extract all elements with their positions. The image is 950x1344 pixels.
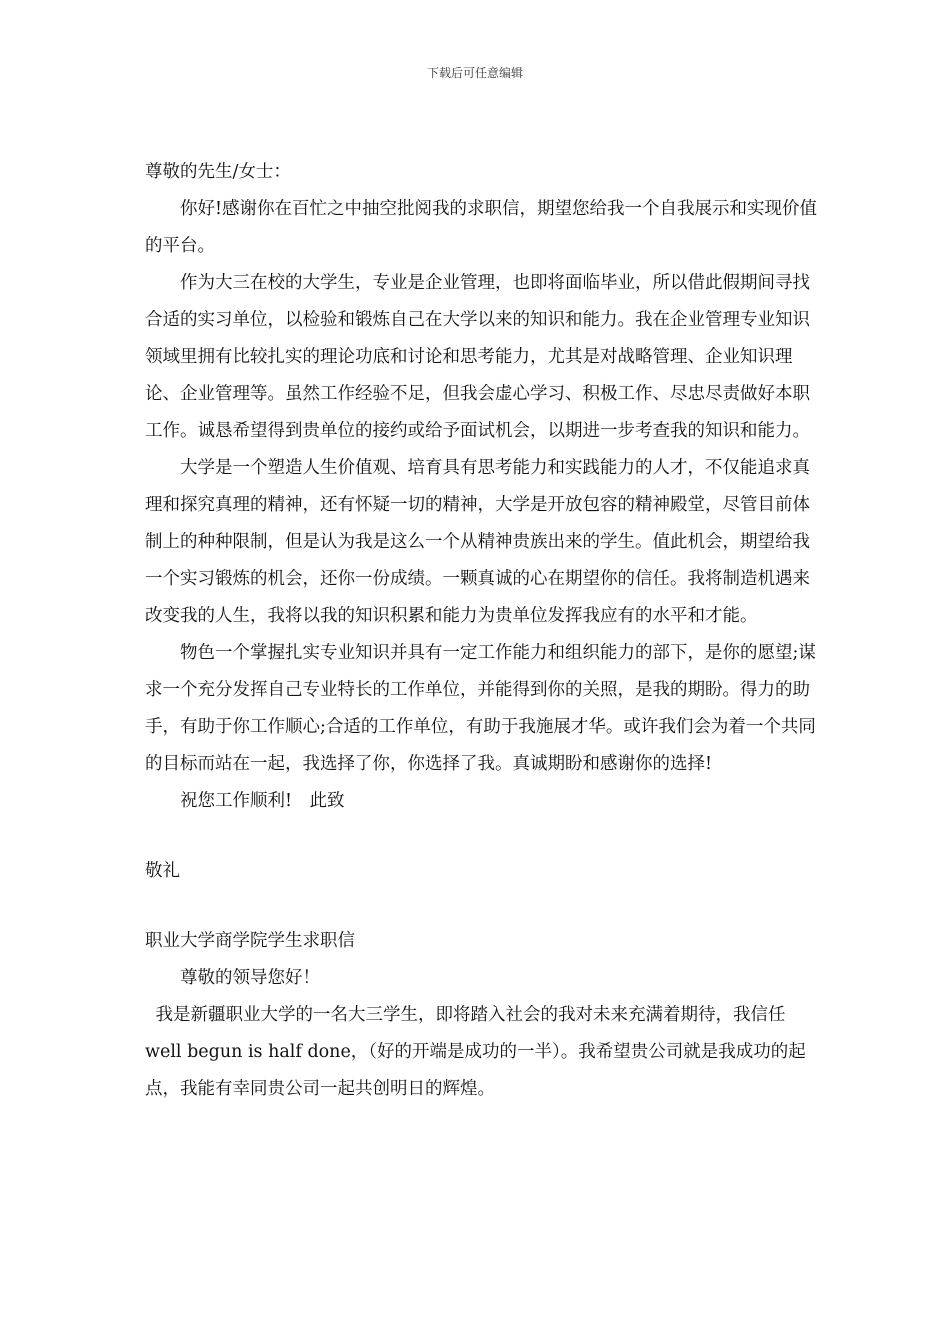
- page-header: 下载后可任意编辑: [426, 66, 523, 80]
- letter1-paragraph-3: 大学是一个塑造人生价值观、培育具有思考能力和实践能力的人才，不仅能追求真理和探究真理的精神，还有怀疑一切的精神，大学是开放包容的精神殿堂，尽管目前体制上的种种限制，但是认为我是这么一个从精神贵族出来的学生。值此机会，期望给我一个实习锻炼的机会，还你一份成绩。一颗真诚的心在期望你的信任。我将制造机遇来改变我的人生，我将以我的知识积累和能力为贵单位发挥我应有的水平和才能。: [145, 458, 810, 626]
- letter1-paragraph-1: 你好!感谢你在百忙之中抽空批阅我的求职信，期望您给我一个自我展示和实现价值的平台。: [145, 199, 818, 256]
- spacer: [145, 890, 825, 923]
- letter1-paragraph-4: 物色一个掌握扎实专业知识并具有一定工作能力和组织能力的部下，是你的愿望;谋求一个充分发挥自己专业特长的工作单位，并能得到你的关照，是我的期盼。得力的助手，有助于你工作顺心;合适的工作单位，有助于我施展才华。或许我们会为着一个共同的目标而站在一起，我选择了你，你选择了我。真诚期盼和感谢你的选择!: [145, 643, 816, 774]
- document-body: [145, 154, 825, 1108]
- letter1-closing: 祝您工作顺利! 此致: [180, 791, 345, 811]
- letter1-paragraph-2: 作为大三在校的大学生，专业是企业管理，也即将面临毕业，所以借此假期间寻找合适的实习单位，以检验和锻炼自己在大学以来的知识和能力。我在企业管理专业知识领域里拥有比较扎实的理论功底和讨论和思考能力，尤其是对战略管理、企业知识理论、企业管理等。虽然工作经验不足，但我会虚心学习、积极工作、尽忠尽责做好本职工作。诚恳希望得到贵单位的接约或给予面试机会，以期进一步考查我的知识和能力。: [145, 273, 810, 441]
- letter2-paragraph-1: 我是新疆职业大学的一名大三学生，即将踏入社会的我对未来充满着期待，我信任 well begun is half done，（好的开端是成功的一半）。我希望贵公司就是我成功的起点，我能有幸同贵公司一起共创明日的辉煌。: [145, 1005, 806, 1099]
- letter1-regards: 敬礼: [145, 861, 180, 881]
- letter1-salutation: 尊敬的先生/女士：: [145, 162, 291, 182]
- letter2-title: 职业大学商学院学生求职信: [145, 931, 355, 951]
- letter2-salutation: 尊敬的领导您好！: [180, 968, 320, 988]
- spacer: [145, 820, 825, 853]
